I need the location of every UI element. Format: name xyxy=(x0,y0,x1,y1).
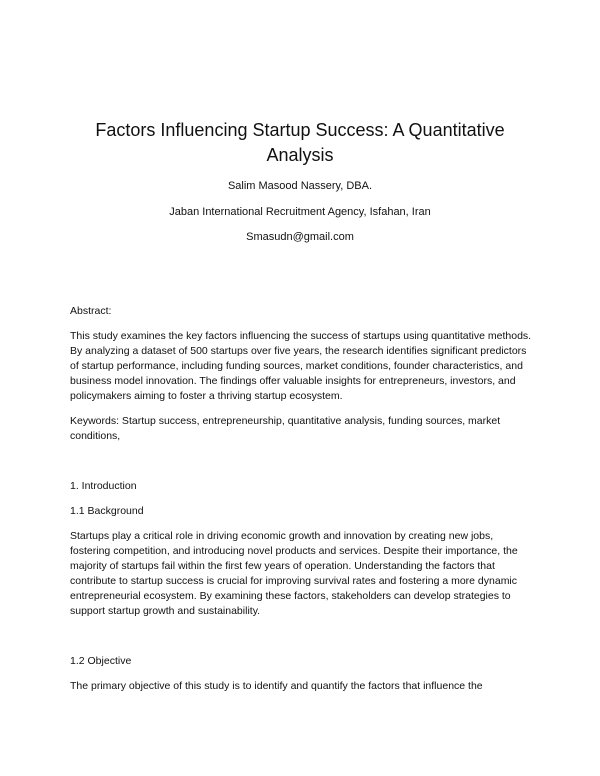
author-name: Salim Masood Nassery, DBA. xyxy=(227,180,373,192)
abstract-label: Abstract: xyxy=(70,305,112,317)
author-email: Smasudn@gmail.com xyxy=(246,231,354,243)
subsection-heading-background: 1.1 Background xyxy=(70,505,144,517)
objective-paragraph: The primary objective of this study is to identify and quantify the factors that influence the xyxy=(70,680,483,692)
subsection-heading-objective: 1.2 Objective xyxy=(70,655,132,667)
keywords: Keywords: Startup success, entrepreneurship, quantitative analysis, funding sources, market conditions, xyxy=(70,415,501,442)
paper-title: Factors Influencing Startup Success: A Quantitative Analysis xyxy=(95,120,505,165)
abstract-text: This study examines the key factors influencing the success of startups using quantitative methods. By analyzing a dataset of 500 startups over five years, the research identifies significant predictors of startup performance, including funding sources, market conditions, founder characteristics, and business model innovation. The findings offer valuable insights for entrepreneurs, investors, and policymakers aiming to foster a thriving startup ecosystem. xyxy=(70,330,532,402)
section-heading-introduction: 1. Introduction xyxy=(70,480,137,492)
author-affiliation: Jaban International Recruitment Agency, Isfahan, Iran xyxy=(169,206,431,218)
background-paragraph: Startups play a critical role in driving economic growth and innovation by creating new jobs, fostering competition, and introducing novel products and services. Despite their importance, the majority of startups fail within the first few years of operation. Understanding the factors that contribute to startup success is crucial for improving survival rates and fostering a more dynamic entrepreneurial ecosystem. By examining these factors, stakeholders can develop strategies to support startup growth and sustainability. xyxy=(70,530,518,617)
